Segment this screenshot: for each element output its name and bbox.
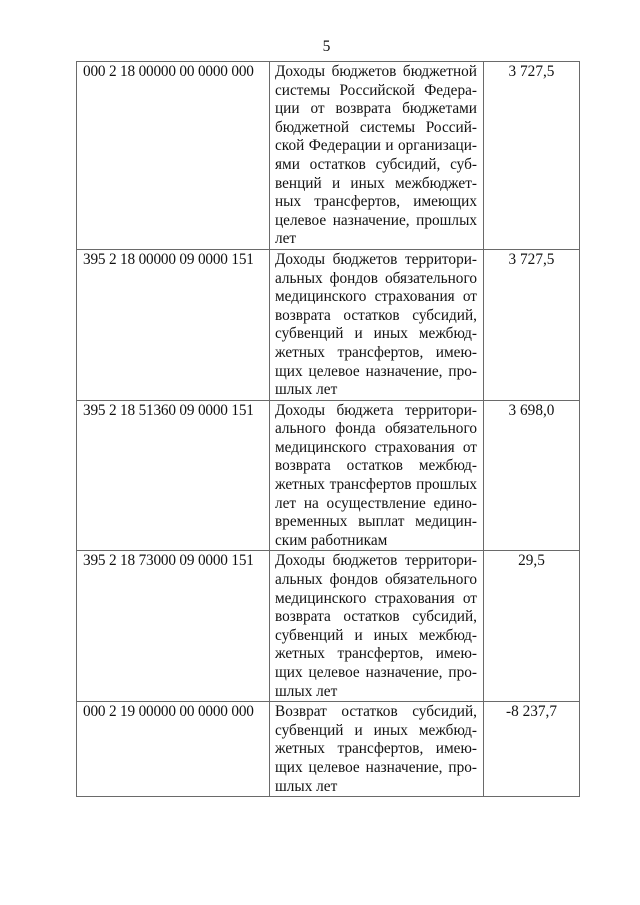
description-line: ных трансфертов, имеющих (275, 193, 477, 211)
description-line: Возврат остатков субсидий, (275, 703, 477, 721)
description-line: щих целевое назначение, про- (275, 664, 477, 681)
description-line: жетных трансфертов прошлых (275, 476, 477, 494)
amount-cell: 3 727,5 (484, 62, 580, 250)
budget-table-body (77, 62, 580, 797)
description-line: целевое назначение, прошлых (275, 211, 477, 229)
description-line: лет (275, 230, 297, 248)
description-line: медицинского страхования от (275, 589, 477, 607)
description-line: бюджетной системы Россий- (275, 118, 477, 136)
table-row (77, 551, 580, 702)
description-cell (270, 400, 484, 551)
description-line: ции от возврата бюджетами (275, 100, 477, 118)
description-cell (270, 249, 484, 400)
description-line: возврата остатков межбюд- (275, 457, 477, 475)
table-row (77, 62, 580, 250)
description-line: субвенций и иных межбюд- (275, 325, 477, 343)
description-line: субвенций и иных межбюд- (275, 626, 477, 644)
description-line: медицинского страхования от (275, 288, 477, 306)
budget-code-cell: 395 2 18 73000 09 0000 151 (77, 551, 270, 702)
description-line: жетных трансфертов, имею- (275, 645, 477, 663)
budget-code-cell: 395 2 18 51360 09 0000 151 (77, 400, 270, 551)
amount-cell: 29,5 (484, 551, 580, 702)
description-line: временных выплат медицин- (275, 513, 477, 531)
budget-table (76, 61, 580, 797)
description-line: щих целевое назначение, про- (275, 362, 477, 380)
description-line: щих целевое назначение, про- (275, 758, 477, 776)
description-text (275, 552, 477, 701)
description-line: венций и иных межбюджет- (275, 174, 477, 192)
budget-code-cell: 000 2 19 00000 00 0000 000 (77, 702, 270, 797)
description-line: жетных трансфертов, имею- (275, 740, 477, 758)
budget-code-cell: 395 2 18 00000 09 0000 151 (77, 249, 270, 400)
description-line: лет на осуществление едино- (275, 494, 477, 512)
description-line: субвенций и иных межбюд- (275, 721, 477, 739)
description-cell (270, 551, 484, 702)
description-line: альных фондов обязательного (275, 571, 477, 589)
description-line: ской Федерации и организаци- (275, 137, 477, 155)
description-line: альных фондов обязательного (275, 269, 477, 287)
description-line: Доходы бюджетов бюджетной (275, 63, 477, 80)
budget-code-cell: 000 2 18 00000 00 0000 000 (77, 62, 270, 250)
table-row (77, 400, 580, 551)
description-line: возврата остатков субсидий, (275, 306, 477, 324)
description-line: шлых лет (275, 682, 338, 700)
description-line: Доходы бюджета территори- (275, 401, 477, 419)
description-text (275, 251, 477, 400)
description-line: возврата остатков субсидий, (275, 608, 477, 626)
description-cell (270, 62, 484, 250)
table-row (77, 249, 580, 400)
table-row (77, 702, 580, 797)
amount-cell: 3 727,5 (484, 249, 580, 400)
description-text (275, 63, 477, 249)
description-line: ями остатков субсидий, суб- (275, 155, 477, 173)
description-line: ским работникам (275, 531, 388, 549)
description-line: жетных трансфертов, имею- (275, 343, 477, 361)
amount-cell: -8 237,7 (484, 702, 580, 797)
description-line: Доходы бюджетов территори- (275, 552, 477, 570)
description-line: шлых лет (275, 381, 338, 399)
description-line: ального фонда обязательного (275, 420, 477, 438)
description-text (275, 703, 477, 796)
description-line: Доходы бюджетов территори- (275, 250, 477, 268)
description-line: шлых лет (275, 777, 338, 795)
description-line: системы Российской Федера- (275, 81, 477, 99)
description-line: медицинского страхования от (275, 438, 477, 456)
description-text (275, 402, 477, 551)
description-cell (270, 702, 484, 797)
page-number: 5 (322, 38, 331, 55)
amount-cell: 3 698,0 (484, 400, 580, 551)
